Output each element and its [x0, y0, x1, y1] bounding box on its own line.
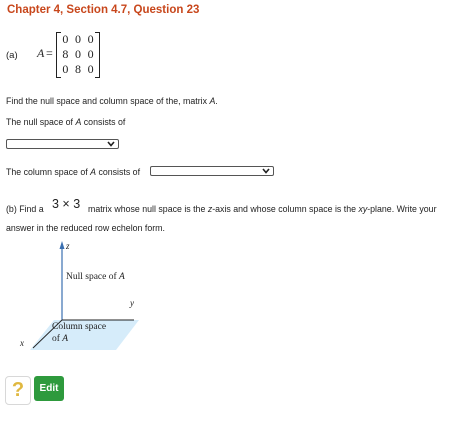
- part-a-question: Find the null space and column space of the, matrix A.: [6, 96, 218, 106]
- chevron-down-icon: [106, 140, 116, 148]
- matrix-cell: 0: [74, 47, 81, 61]
- z-axis-label: z: [66, 241, 70, 251]
- help-button[interactable]: [5, 376, 31, 405]
- matrix-cell: 0: [62, 32, 69, 46]
- null-space-prompt: The null space of A consists of: [6, 117, 126, 127]
- null-column-space-figure: [0, 236, 160, 356]
- matrix-cell: 0: [62, 62, 69, 76]
- z-arrow-icon: [60, 241, 65, 249]
- matrix-cell: 0: [87, 47, 94, 61]
- y-axis-label: y: [130, 298, 134, 308]
- column-space-label-line2: of A: [52, 334, 69, 344]
- question-mark-icon: ?: [11, 379, 25, 401]
- part-b-instruction: answer in the reduced row echelon form.: [6, 223, 165, 233]
- equals-sign: =: [46, 46, 53, 60]
- matrix-a: [56, 32, 100, 76]
- column-space-label-line1: Column space: [52, 322, 107, 332]
- null-space-label: Null space of A: [66, 272, 125, 282]
- matrix-cell: 8: [74, 62, 81, 76]
- matrix-dimensions: 3 × 3: [52, 197, 81, 211]
- page-title: Chapter 4, Section 4.7, Question 23: [7, 4, 200, 16]
- matrix-name: A: [37, 46, 45, 60]
- part-a-label: (a): [6, 50, 18, 61]
- part-b-label: (b) Find a: [6, 204, 44, 214]
- part-b-question: matrix whose null space is the z-axis and whose column space is the xy-plane. Write your: [88, 204, 437, 214]
- matrix-cell: 0: [87, 32, 94, 46]
- matrix-cell: 8: [62, 47, 69, 61]
- x-axis-label: x: [20, 338, 24, 348]
- matrix-cell: 0: [74, 32, 81, 46]
- column-space-select[interactable]: [150, 166, 274, 176]
- null-space-select[interactable]: [6, 139, 119, 149]
- chevron-down-icon: [261, 167, 271, 175]
- matrix-cell: 0: [87, 62, 94, 76]
- column-space-prompt: The column space of A consists of: [6, 167, 141, 177]
- edit-button[interactable]: Edit: [34, 376, 64, 401]
